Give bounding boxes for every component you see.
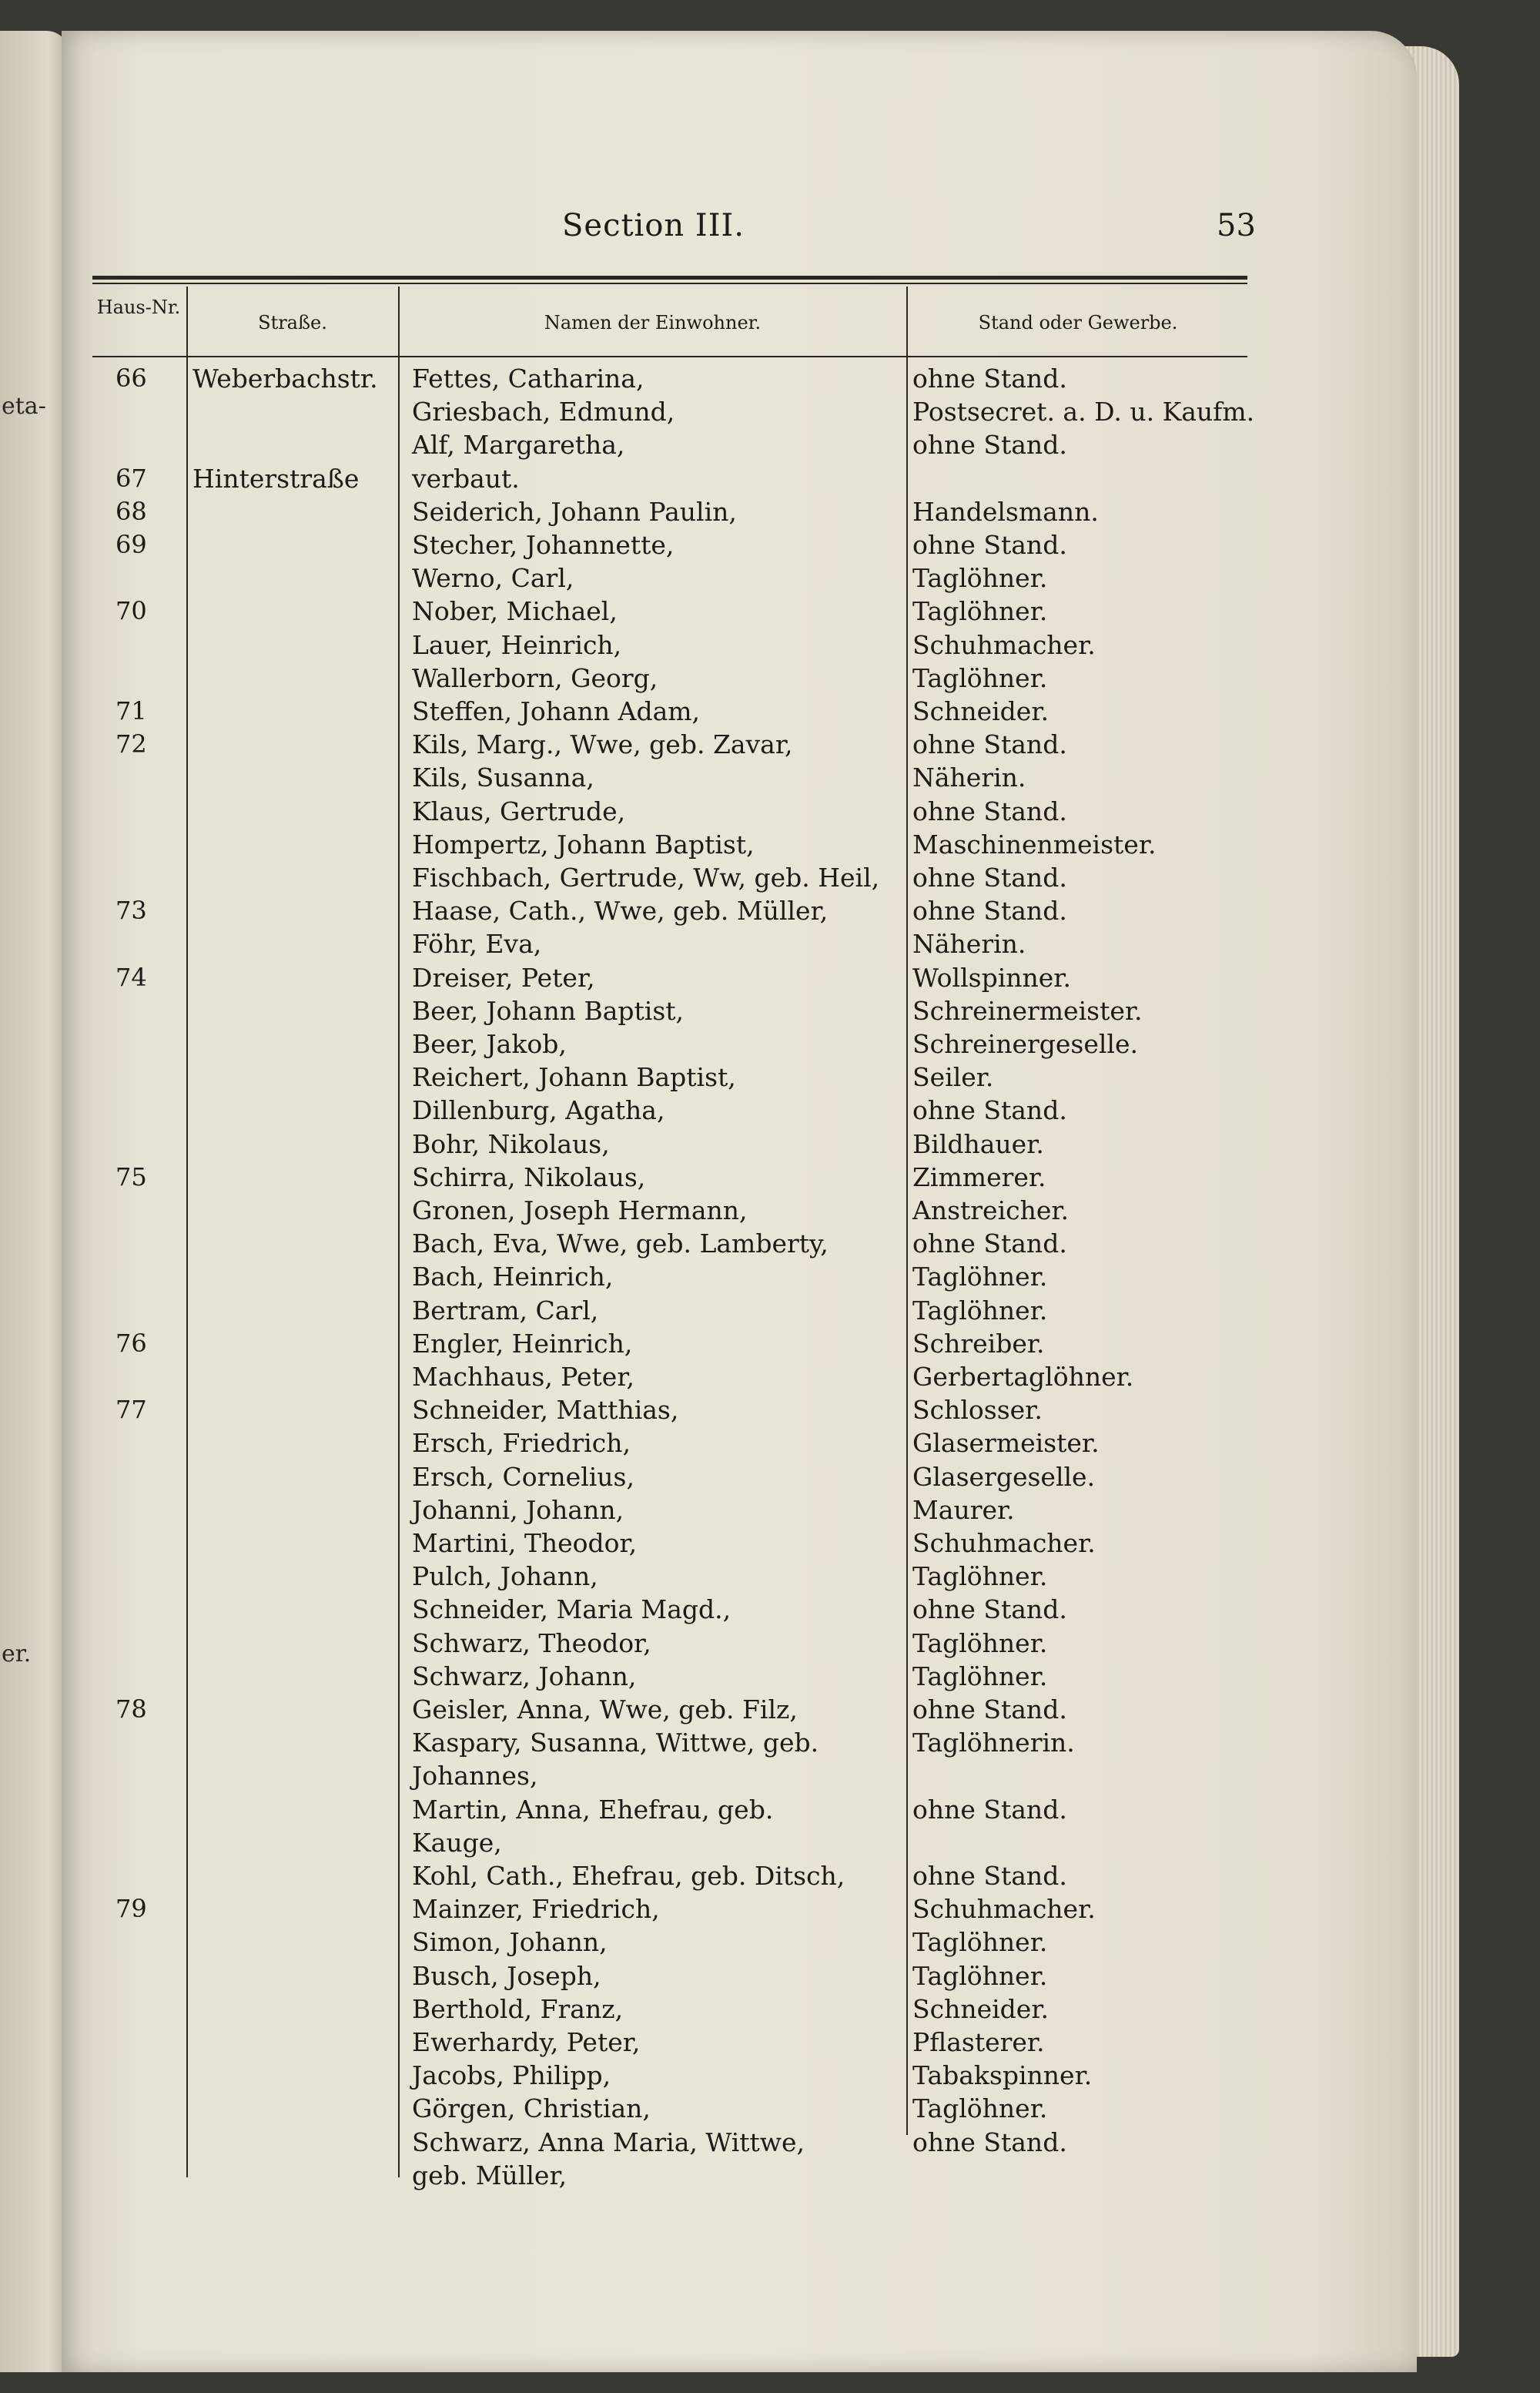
resident-name: Föhr, Eva, [412, 929, 542, 959]
occupation: Schlosser. [912, 1395, 1043, 1425]
resident-name: Berthold, Franz, [412, 1994, 624, 2024]
street-name: Weberbachstr. [192, 364, 378, 394]
resident-name: Schwarz, Anna Maria, Wittwe, [412, 2127, 805, 2157]
house-number: 71 [116, 696, 147, 726]
resident-name: Bach, Eva, Wwe, geb. Lamberty, [412, 1228, 829, 1259]
house-number: 78 [116, 1694, 147, 1724]
resident-name: Görgen, Christian, [412, 2093, 651, 2123]
resident-name: Kauge, [412, 1828, 502, 1858]
occupation: Taglöhner. [912, 1927, 1048, 1957]
occupation: Taglöhner. [912, 563, 1048, 593]
occupation: Seiler. [912, 1062, 994, 1092]
occupation: Schuhmacher. [912, 1894, 1096, 1924]
occupation: ohne Stand. [912, 364, 1067, 394]
resident-name: Griesbach, Edmund, [412, 397, 675, 427]
occupation: Maurer. [912, 1495, 1015, 1525]
occupation: Anstreicher. [912, 1195, 1070, 1225]
occupation: ohne Stand. [912, 729, 1067, 759]
occupation: Taglöhner. [912, 1961, 1048, 1991]
column-divider [186, 287, 188, 2177]
house-number: 70 [116, 596, 147, 625]
occupation: ohne Stand. [912, 1228, 1067, 1259]
resident-name: Ersch, Friedrich, [412, 1428, 631, 1458]
occupation: Schreinergeselle. [912, 1029, 1139, 1059]
house-number: 74 [116, 963, 147, 992]
resident-name: Ersch, Cornelius, [412, 1462, 634, 1492]
occupation: ohne Stand. [912, 863, 1067, 893]
resident-name: Bach, Heinrich, [412, 1262, 614, 1292]
occupation: ohne Stand. [912, 1594, 1067, 1624]
house-number: 72 [116, 729, 147, 759]
margin-fragment: eta- [2, 393, 46, 420]
house-number: 75 [116, 1162, 147, 1191]
resident-name: Beer, Jakob, [412, 1029, 567, 1059]
resident-name: Schwarz, Theodor, [412, 1628, 651, 1658]
occupation: Wollspinner. [912, 963, 1071, 993]
occupation: Gerbertaglöhner. [912, 1362, 1134, 1392]
occupation: Zimmerer. [912, 1162, 1046, 1192]
resident-name: Bertram, Carl, [412, 1295, 599, 1326]
occupation: Taglöhner. [912, 1561, 1048, 1591]
column-header-occupation: Stand oder Gewerbe. [978, 312, 1178, 333]
column-header-rule [92, 356, 1247, 357]
occupation: ohne Stand. [912, 896, 1067, 926]
occupation: Glasergeselle. [912, 1462, 1096, 1492]
occupation: ohne Stand. [912, 430, 1067, 460]
occupation: Handelsmann. [912, 497, 1099, 527]
previous-page-edge [0, 31, 69, 2372]
resident-name: Dreiser, Peter, [412, 963, 595, 993]
resident-name: Stecher, Johannette, [412, 530, 675, 560]
house-number: 73 [116, 896, 147, 925]
resident-name: Busch, Joseph, [412, 1961, 601, 1991]
house-number: 76 [116, 1329, 147, 1358]
occupation: ohne Stand. [912, 1694, 1067, 1724]
resident-name: Jacobs, Philipp, [412, 2060, 611, 2090]
resident-name: Seiderich, Johann Paulin, [412, 497, 737, 527]
occupation: Maschinenmeister. [912, 830, 1157, 860]
resident-name: Klaus, Gertrude, [412, 796, 626, 826]
resident-name: Schneider, Maria Magd., [412, 1594, 732, 1624]
resident-name: Simon, Johann, [412, 1927, 608, 1957]
resident-name: Martini, Theodor, [412, 1528, 638, 1558]
resident-name: Kohl, Cath., Ehefrau, geb. Ditsch, [412, 1861, 845, 1891]
resident-name: Schirra, Nikolaus, [412, 1162, 646, 1192]
resident-name: Werno, Carl, [412, 563, 574, 593]
resident-name: Beer, Johann Baptist, [412, 996, 685, 1026]
occupation: Schuhmacher. [912, 630, 1096, 660]
resident-name: Johannes, [412, 1761, 538, 1791]
resident-name: Steffen, Johann Adam, [412, 696, 701, 726]
occupation: ohne Stand. [912, 2127, 1067, 2157]
occupation: Postsecret. a. D. u. Kaufm. [912, 397, 1255, 427]
resident-name: Alf, Margaretha, [412, 430, 625, 460]
resident-name: Bohr, Nikolaus, [412, 1129, 610, 1159]
resident-name: Kils, Susanna, [412, 762, 594, 793]
house-number: 77 [116, 1395, 147, 1424]
occupation: Schreinermeister. [912, 996, 1143, 1026]
occupation: ohne Stand. [912, 530, 1067, 560]
resident-name: Gronen, Joseph Hermann, [412, 1195, 748, 1225]
resident-name: geb. Müller, [412, 2160, 567, 2190]
resident-name: Machhaus, Peter, [412, 1362, 634, 1392]
resident-name: Kaspary, Susanna, Wittwe, geb. [412, 1728, 819, 1758]
occupation: Glasermeister. [912, 1428, 1100, 1458]
occupation: Schuhmacher. [912, 1528, 1096, 1558]
occupation: Schneider. [912, 1994, 1049, 2024]
occupation: Näherin. [912, 929, 1026, 959]
resident-name: Mainzer, Friedrich, [412, 1894, 660, 1924]
occupation: Taglöhner. [912, 1262, 1048, 1292]
column-divider [906, 287, 908, 2135]
occupation: Taglöhnerin. [912, 1728, 1075, 1758]
resident-name: Reichert, Johann Baptist, [412, 1062, 736, 1092]
occupation: Taglöhner. [912, 1661, 1048, 1691]
house-number: 67 [116, 464, 147, 493]
column-header-house-no: Haus-Nr. [96, 297, 181, 318]
resident-name: Dillenburg, Agatha, [412, 1095, 665, 1125]
column-header-names: Namen der Einwohner. [544, 312, 762, 333]
occupation: Tabakspinner. [912, 2060, 1093, 2090]
resident-name: Nober, Michael, [412, 596, 618, 626]
occupation: Taglöhner. [912, 596, 1048, 626]
occupation: ohne Stand. [912, 796, 1067, 826]
resident-name: Hompertz, Johann Baptist, [412, 830, 755, 860]
resident-name: Lauer, Heinrich, [412, 630, 622, 660]
resident-name: Fischbach, Gertrude, Ww, geb. Heil, [412, 863, 880, 893]
occupation: Pflasterer. [912, 2027, 1045, 2057]
column-header-street: Straße. [258, 312, 327, 333]
house-number: 68 [116, 497, 147, 526]
occupation: ohne Stand. [912, 1095, 1067, 1125]
resident-name: Pulch, Johann, [412, 1561, 598, 1591]
occupation: Bildhauer. [912, 1129, 1044, 1159]
resident-name: Geisler, Anna, Wwe, geb. Filz, [412, 1694, 798, 1724]
resident-name: Johanni, Johann, [412, 1495, 624, 1525]
house-number: 66 [116, 364, 147, 393]
resident-name: Schwarz, Johann, [412, 1661, 637, 1691]
occupation: Taglöhner. [912, 1628, 1048, 1658]
occupation: Taglöhner. [912, 663, 1048, 693]
resident-name: Haase, Cath., Wwe, geb. Müller, [412, 896, 829, 926]
resident-name: Engler, Heinrich, [412, 1329, 633, 1359]
header-rule [92, 276, 1247, 280]
street-name: Hinterstraße [192, 464, 360, 494]
resident-name: Ewerhardy, Peter, [412, 2027, 641, 2057]
occupation: ohne Stand. [912, 1795, 1067, 1825]
occupation: ohne Stand. [912, 1861, 1067, 1891]
house-number: 79 [116, 1894, 147, 1923]
resident-name: Kils, Marg., Wwe, geb. Zavar, [412, 729, 793, 759]
resident-name: Fettes, Catharina, [412, 364, 644, 394]
page-number: 53 [1217, 208, 1256, 243]
section-title: Section III. [562, 208, 745, 243]
margin-fragment: er. [2, 1641, 32, 1667]
column-divider [398, 287, 400, 2177]
resident-name: Martin, Anna, Ehefrau, geb. [412, 1795, 774, 1825]
occupation: Schneider. [912, 696, 1049, 726]
occupation: Taglöhner. [912, 2093, 1048, 2123]
house-number: 69 [116, 530, 147, 559]
resident-name: verbaut. [412, 464, 520, 494]
resident-name: Wallerborn, Georg, [412, 663, 658, 693]
occupation: Näherin. [912, 762, 1026, 793]
resident-name: Schneider, Matthias, [412, 1395, 679, 1425]
occupation: Taglöhner. [912, 1295, 1048, 1326]
header-rule-thin [92, 283, 1247, 284]
occupation: Schreiber. [912, 1329, 1045, 1359]
